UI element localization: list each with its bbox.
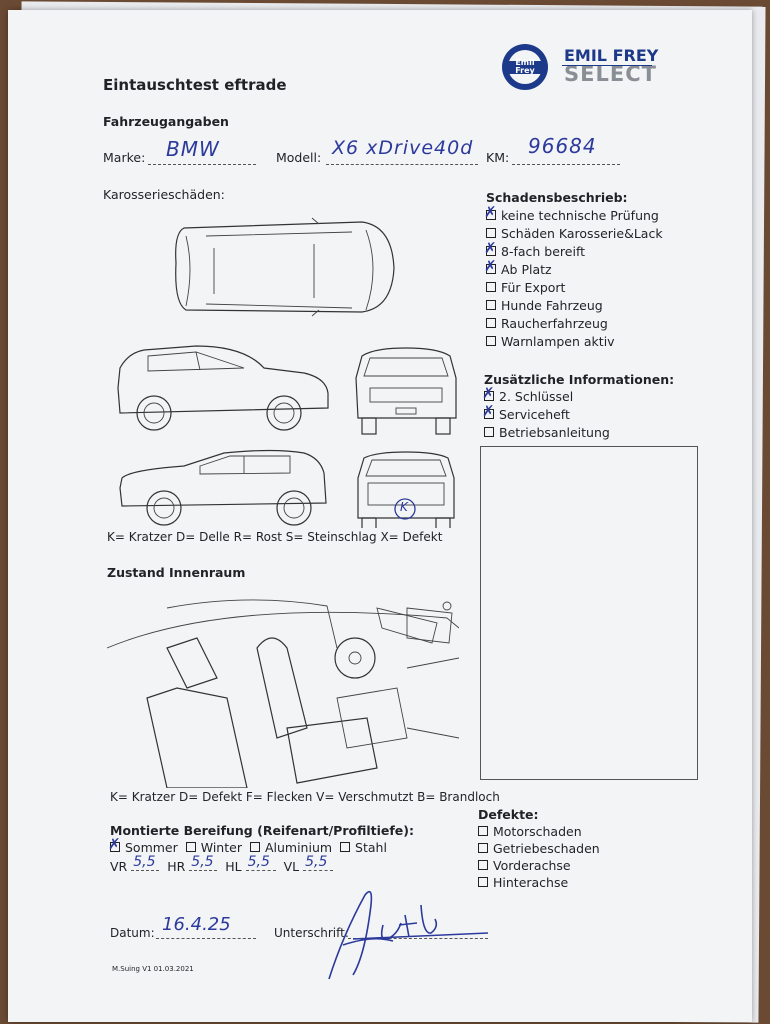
damage-item-label: Hunde Fahrzeug — [501, 298, 603, 313]
damage-item-label: Für Export — [501, 280, 566, 295]
damage-item-label: Warnlampen aktiv — [501, 334, 615, 349]
tires-heading: Montierte Bereifung (Reifenart/Profiltiefe): — [110, 823, 414, 838]
tread-vr-value: 5,5 — [133, 854, 156, 870]
info-item-second-key[interactable] — [484, 389, 610, 407]
info-item-label: 2. Schlüssel — [499, 389, 574, 404]
tread-vl-value: 5,5 — [305, 854, 328, 870]
info-item-checkbox[interactable] — [484, 427, 494, 437]
additional-info-heading: Zusätzliche Informationen: — [484, 372, 675, 387]
date-label: Datum: — [110, 926, 155, 940]
tread-vr-field[interactable] — [131, 854, 159, 871]
interior-legend: K= Kratzer D= Defekt F= Flecken V= Verschmutzt B= Brandloch — [110, 790, 500, 804]
car-diagram — [104, 208, 464, 528]
signature-label: Unterschrift: — [274, 926, 349, 940]
tread-hl-label: HL — [225, 859, 242, 874]
km-field[interactable] — [512, 134, 620, 165]
info-item-manual[interactable] — [484, 425, 610, 443]
defect-item-checkbox[interactable] — [478, 826, 488, 836]
car-front-view — [356, 348, 456, 434]
car-top-view — [176, 218, 394, 316]
make-value: BMW — [166, 137, 220, 161]
defects-heading: Defekte: — [478, 807, 539, 822]
defect-item-checkbox[interactable] — [478, 860, 488, 870]
tread-hl-value: 5,5 — [247, 854, 270, 870]
defect-item-rear-axle[interactable] — [478, 875, 600, 892]
car-side-view-right — [118, 346, 328, 430]
tire-summer[interactable] — [110, 840, 178, 855]
defect-item-checkbox[interactable] — [478, 843, 488, 853]
info-item-label: Serviceheft — [499, 407, 570, 422]
tread-hl-field[interactable] — [246, 854, 276, 871]
defect-item-checkbox[interactable] — [478, 877, 488, 887]
damage-item-checkbox[interactable] — [486, 210, 496, 220]
damage-item-label: 8-fach bereift — [501, 244, 586, 259]
tread-vl-label: VL — [283, 859, 300, 874]
signature-scribble — [313, 875, 493, 985]
form-version-footer: M.Suing V1 01.03.2021 — [112, 965, 194, 973]
model-field[interactable] — [326, 137, 478, 165]
damage-item-label: keine technische Prüfung — [501, 208, 659, 223]
damage-item-smoker[interactable] — [486, 316, 663, 334]
damage-item-export[interactable] — [486, 280, 663, 298]
tire-winter[interactable] — [186, 840, 242, 855]
interior-diagram — [107, 588, 459, 788]
tread-vr-label: VR — [110, 859, 128, 874]
emblem-text-2: Frey — [515, 66, 535, 75]
date-value: 16.4.25 — [162, 914, 231, 935]
body-damage-mark: K — [400, 500, 408, 514]
make-label: Marke: — [103, 150, 146, 165]
tire-winter-label: Winter — [200, 840, 242, 855]
km-label: KM: — [486, 150, 510, 165]
damage-description-heading: Schadensbeschrieb: — [486, 190, 628, 205]
tire-steel-checkbox[interactable] — [340, 842, 350, 852]
emblem-text-1: Emil — [515, 58, 535, 67]
tire-winter-checkbox[interactable] — [186, 842, 196, 852]
car-rear-view — [358, 452, 454, 528]
defects-list — [478, 824, 600, 892]
tire-aluminium-label: Aluminium — [264, 840, 333, 855]
model-value: X6 xDrive40d — [332, 137, 474, 159]
damage-item-checkbox[interactable] — [486, 300, 496, 310]
brand-line-1: EMIL FREY — [564, 46, 659, 65]
form-sheet — [8, 10, 752, 1022]
damage-item-no-inspection[interactable] — [486, 208, 663, 226]
damage-item-checkbox[interactable] — [486, 318, 496, 328]
tread-hr-field[interactable] — [189, 854, 217, 871]
info-item-checkbox[interactable] — [484, 409, 494, 419]
interior-heading: Zustand Innenraum — [107, 565, 246, 580]
defect-item-label: Getriebeschaden — [493, 841, 600, 856]
tire-summer-checkbox[interactable] — [110, 842, 120, 852]
additional-info-list — [484, 389, 610, 443]
body-damage-heading: Karosserieschäden: — [103, 187, 225, 202]
tread-depth-row — [110, 854, 333, 876]
vehicle-section-heading: Fahrzeugangaben — [103, 114, 229, 129]
defect-item-label: Vorderachse — [493, 858, 571, 873]
damage-description-list — [486, 208, 663, 352]
tread-vl-field[interactable] — [303, 854, 333, 871]
damage-item-8-tires[interactable] — [486, 244, 663, 262]
damage-item-checkbox[interactable] — [486, 228, 496, 238]
body-damage-legend: K= Kratzer D= Delle R= Rost S= Steinschlag X= Defekt — [107, 530, 443, 544]
defect-item-front-axle[interactable] — [478, 858, 600, 875]
km-value: 96684 — [528, 134, 597, 158]
damage-item-label: Schäden Karosserie&Lack — [501, 226, 663, 241]
tire-steel-label: Stahl — [355, 840, 387, 855]
model-label: Modell: — [276, 150, 322, 165]
tire-aluminium[interactable] — [250, 840, 332, 855]
date-field[interactable] — [156, 914, 256, 939]
emil-frey-emblem — [500, 42, 550, 92]
tread-hr-value: 5,5 — [191, 854, 214, 870]
notes-box[interactable] — [480, 446, 698, 780]
defect-item-gearbox[interactable] — [478, 841, 600, 858]
info-item-service-book[interactable] — [484, 407, 610, 425]
damage-item-dog-vehicle[interactable] — [486, 298, 663, 316]
make-field[interactable] — [148, 137, 256, 165]
tire-aluminium-checkbox[interactable] — [250, 842, 260, 852]
damage-item-label: Raucherfahrzeug — [501, 316, 608, 331]
page-title: Eintauschtest eftrade — [103, 76, 287, 94]
damage-item-body-paint[interactable] — [486, 226, 663, 244]
brand-divider — [562, 65, 652, 66]
car-side-view-left — [120, 451, 326, 526]
tire-steel[interactable] — [340, 840, 387, 855]
damage-item-checkbox[interactable] — [486, 282, 496, 292]
tread-hr-label: HR — [167, 859, 186, 874]
brand-line-2: SELECT — [564, 62, 657, 86]
defect-item-label: Motorschaden — [493, 824, 582, 839]
damage-item-checkbox[interactable] — [486, 336, 496, 346]
defect-item-label: Hinterachse — [493, 875, 569, 890]
info-item-label: Betriebsanleitung — [499, 425, 610, 440]
damage-item-checkbox[interactable] — [486, 246, 496, 256]
tire-summer-label: Sommer — [125, 840, 178, 855]
defect-item-engine[interactable] — [478, 824, 600, 841]
damage-item-checkbox[interactable] — [486, 264, 496, 274]
damage-item-as-is[interactable] — [486, 262, 663, 280]
info-item-checkbox[interactable] — [484, 391, 494, 401]
damage-item-label: Ab Platz — [501, 262, 552, 277]
damage-item-warning-lamps[interactable] — [486, 334, 663, 352]
